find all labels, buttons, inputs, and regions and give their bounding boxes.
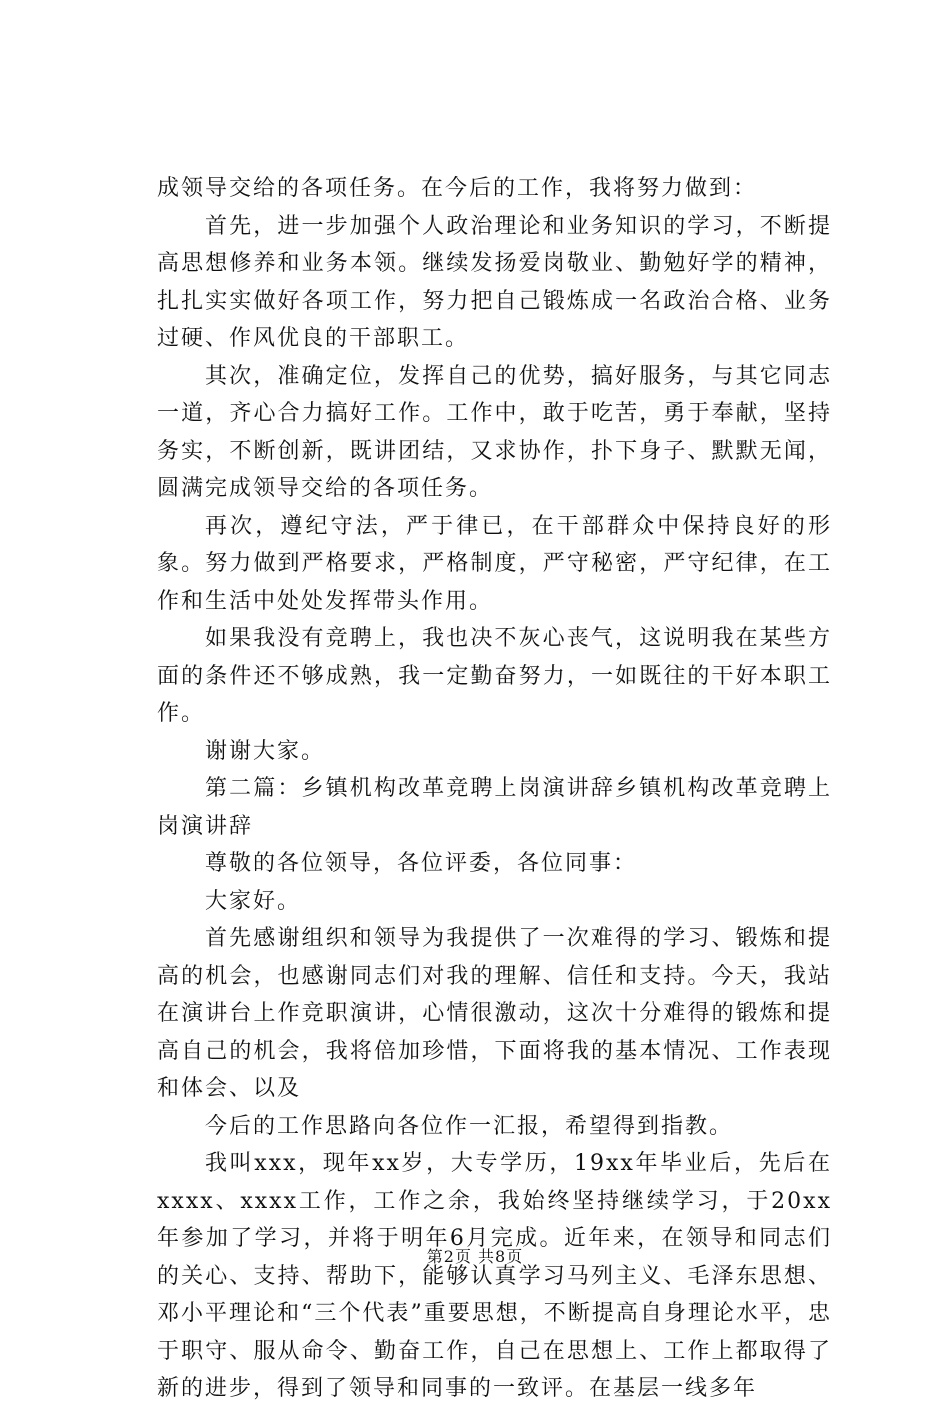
page-number: 第2页 共8页 [426, 1247, 524, 1266]
section-heading: 第二篇：乡镇机构改革竞聘上岗演讲辞乡镇机构改革竞聘上岗演讲辞 [157, 776, 832, 839]
greeting: 大家好。 [205, 888, 302, 914]
paragraph: 成领导交给的各项任务。在今后的工作，我将努力做到： [157, 176, 758, 201]
document-body [157, 170, 832, 1408]
paragraph: 谢谢大家。 [205, 738, 326, 764]
paragraph: 如果我没有竞聘上，我也决不灰心丧气，这说明我在某些方面的条件还不够成熟，我一定勤奋努力，一如既往的干好本职工作。 [157, 626, 832, 726]
paragraph: 今后的工作思路向各位作一汇报，希望得到指教。 [205, 1113, 734, 1139]
salutation: 尊敬的各位领导，各位评委，各位同事： [205, 851, 638, 876]
paragraph: 首先，进一步加强个人政治理论和业务知识的学习，不断提高思想修养和业务本领。继续发扬爱岗敬业、勤勉好学的精神，扎扎实实做好各项工作，努力把自己锻炼成一名政治合格、业务过硬、作风优良的干部职工。 [157, 213, 832, 351]
paragraph: 首先感谢组织和领导为我提供了一次难得的学习、锻炼和提高的机会，也感谢同志们对我的理解、信任和支持。今天，我站在演讲台上作竞职演讲，心情很激动，这次十分难得的锻炼和提高自己的机会，我将倍加珍惜，下面将我的基本情况、工作表现和体会、以及 [157, 926, 832, 1101]
paragraph: 其次，准确定位，发挥自己的优势，搞好服务，与其它同志一道，齐心合力搞好工作。工作中，敢于吃苦，勇于奉献，坚持务实，不断创新，既讲团结，又求协作，扑下身子、默默无闻，圆满完成领导交给的各项任务。 [157, 363, 832, 501]
paragraph: 再次，遵纪守法，严于律已，在干部群众中保持良好的形象。努力做到严格要求，严格制度，严守秘密，严守纪律，在工作和生活中处处发挥带头作用。 [157, 513, 832, 614]
paragraph: 我叫xxx，现年xx岁，大专学历，19xx年毕业后，先后在xxxx、xxxx工作，工作之余，我始终坚持继续学习，于20xx年参加了学习，并将于明年6月完成。近年来，在领导和同志们的关心、支持、帮助下，能够认真学习马列主义、毛泽东思想、邓小平理论和“三个代表”重要思想，不断提高自身理论水平，忠于职守、服从命令、勤奋工作，自己在思想上、工作上都取得了新的进步，得到了领导和同事的一致评。在基层一线多年 [157, 1151, 832, 1401]
